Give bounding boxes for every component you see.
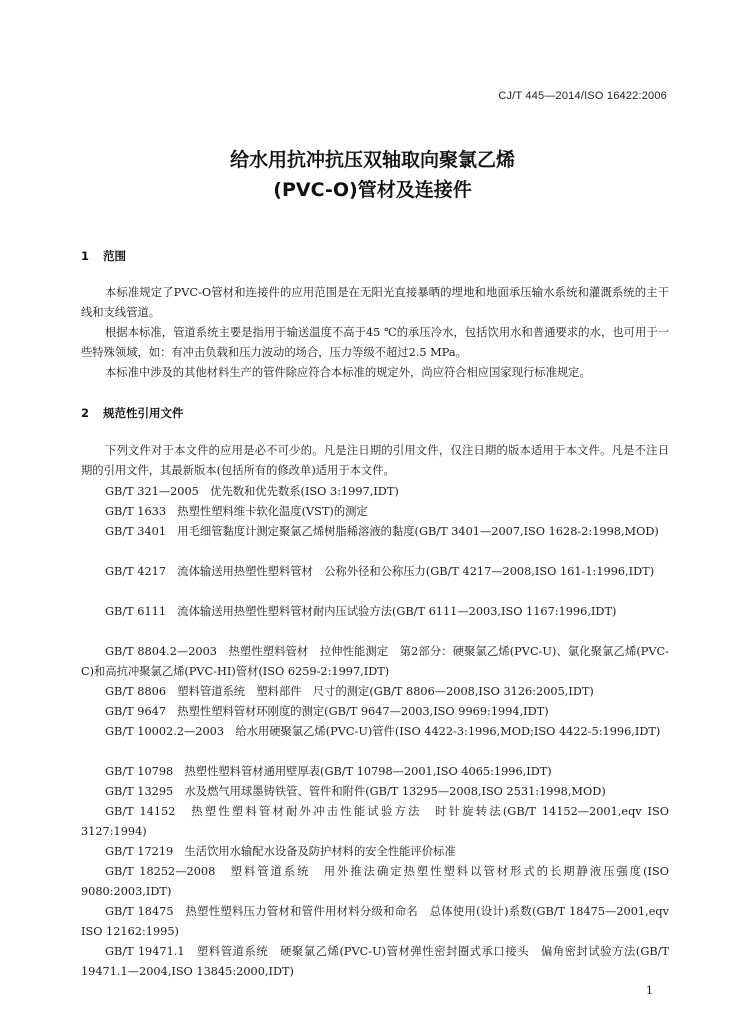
reference-item: GB/T 8804.2—2003 热塑性塑料管材 拉伸性能测定 第2部分：硬聚氯乙烯(PVC-U)、氯化聚氯乙烯(PVC-C)和高抗冲聚氯乙烯(PVC-HI)管材(ISO 6259-2:1997,IDT)	[81, 645, 669, 678]
reference-item: GB/T 6111 流体输送用热塑性塑料管材耐内压试验方法(GB/T 6111—2003,ISO 1167:1996,IDT)	[105, 605, 617, 618]
reference-item: GB/T 4217 流体输送用热塑性塑料管材 公称外径和公称压力(GB/T 4217—2008,ISO 161-1:1996,IDT)	[105, 565, 655, 578]
reference-item: GB/T 1633 热塑性塑料维卡软化温度(VST)的测定	[105, 505, 368, 518]
section-title: 范围	[103, 249, 126, 263]
reference-item: GB/T 321—2005 优先数和优先数系(ISO 3:1997,IDT)	[105, 485, 399, 498]
paragraph: 下列文件对于本文件的应用是必不可少的。凡是注日期的引用文件，仅注日期的版本适用于本文件。凡是不注日期的引用文件，其最新版本(包括所有的修改单)适用于本文件。	[81, 444, 669, 477]
section-1-heading	[81, 248, 126, 264]
section-2-heading	[81, 405, 184, 421]
reference-item: GB/T 10002.2—2003 给水用硬聚氯乙烯(PVC-U)管件(ISO 4422-3:1996,MOD;ISO 4422-5:1996,IDT)	[105, 725, 661, 738]
reference-item: GB/T 9647 热塑性塑料管材环刚度的测定(GB/T 9647—2003,ISO 9969:1994,IDT)	[105, 705, 549, 718]
title-line-1: 给水用抗冲抗压双轴取向聚氯乙烯	[229, 149, 515, 171]
reference-item: GB/T 10798 热塑性塑料管材通用壁厚表(GB/T 10798—2001,ISO 4065:1996,IDT)	[105, 765, 552, 778]
page-number: 1	[646, 984, 653, 997]
section-title: 规范性引用文件	[103, 406, 184, 420]
paragraph: 本标准规定了PVC-O管材和连接件的应用范围是在无阳光直接暴晒的埋地和地面承压输水系统和灌溉系统的主干线和支线管道。	[81, 286, 669, 319]
reference-item: GB/T 8806 塑料管道系统 塑料部件 尺寸的测定(GB/T 8806—2008,ISO 3126:2005,IDT)	[105, 685, 594, 698]
paragraph: 根据本标准，管道系统主要是指用于输送温度不高于45 ℃的承压冷水，包括饮用水和普通要求的水，也可用于一些特殊领域，如：有冲击负载和压力波动的场合，压力等级不超过2.5 MPa。	[81, 326, 669, 359]
document-title	[0, 145, 745, 205]
reference-item: GB/T 3401 用毛细管黏度计测定聚氯乙烯树脂稀溶液的黏度(GB/T 3401—2007,ISO 1628-2:1998,MOD)	[105, 525, 659, 538]
reference-item: GB/T 17219 生活饮用水输配水设备及防护材料的安全性能评价标准	[105, 845, 456, 858]
reference-item: GB/T 18475 热塑性塑料压力管材和管件用材料分级和命名 总体使用(设计)系数(GB/T 18475—2001,eqv ISO 12162:1995)	[81, 905, 669, 938]
reference-item: GB/T 18252—2008 塑料管道系统 用外推法确定热塑性塑料以管材形式的长期静液压强度(ISO 9080:2003,IDT)	[81, 865, 669, 898]
section-number: 1	[81, 249, 90, 263]
reference-item: GB/T 19471.1 塑料管道系统 硬聚氯乙烯(PVC-U)管材弹性密封圈式承口接头 偏角密封试验方法(GB/T 19471.1—2004,ISO 13845:2000,IDT)	[81, 945, 669, 978]
title-line-2: (PVC-O)管材及连接件	[273, 179, 472, 201]
standard-code: CJ/T 445—2014/ISO 16422:2006	[498, 90, 667, 102]
reference-item: GB/T 14152 热塑性塑料管材耐外冲击性能试验方法 时针旋转法(GB/T 14152—2001,eqv ISO 3127:1994)	[81, 805, 669, 838]
paragraph: 本标准中涉及的其他材料生产的管件除应符合本标准的规定外，尚应符合相应国家现行标准规定。	[105, 366, 591, 379]
section-number: 2	[81, 406, 90, 420]
reference-item: GB/T 13295 水及燃气用球墨铸铁管、管件和附件(GB/T 13295—2008,ISO 2531:1998,MOD)	[105, 785, 606, 798]
